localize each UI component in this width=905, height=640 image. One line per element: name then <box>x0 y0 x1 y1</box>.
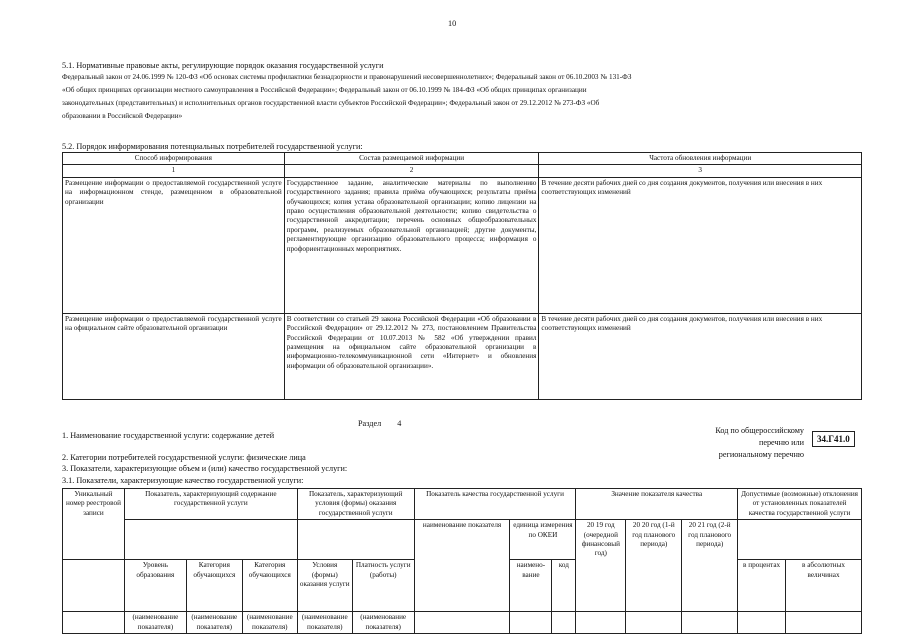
section-number: 4 <box>397 419 402 428</box>
th-unit: единица измерения по ОКЕИ <box>510 520 576 560</box>
indicator-caption: (наименование показателя) <box>352 612 414 634</box>
th-service-conditions: Условия (формы) оказания услуги <box>297 560 352 612</box>
code-label-line: региональному перечню <box>718 450 804 459</box>
code-label-line: Код по общероссийскому <box>715 426 804 435</box>
registry-code: 34.Г41.0 <box>812 431 855 447</box>
indicator-caption: (наименование показателя) <box>186 612 242 634</box>
cell-content: Государственное задание, аналитические материалы по выполнению государственного задания; правила приёма обучающихся; результаты приёма обучающихся; копия устава образовательной организации; копию лицензии на право осуществления образовательной деятельности; копию свидетельства о государственной аккредитации; перечень основных общеобразовательных программ, реализуемых образовательной организацией; другие документы, регламентирующие организацию образовательного процесса; информация о профориентационных мероприятиях. <box>284 177 539 313</box>
th-values: Значение показателя качества <box>576 489 738 520</box>
th-allowed-deviation: Допустимые (возможные) отклонения от установленных показателей качества государственной услуги <box>738 489 862 520</box>
quality-table <box>62 488 862 634</box>
s51-line: образовании в Российской Федерации» <box>62 112 183 120</box>
th-percent: в процентах <box>738 560 786 612</box>
th-year-3: 20 21 год (2-й год планового периода) <box>682 520 738 612</box>
col-header-method: Способ информирования <box>63 153 285 165</box>
th-student-category: Категория обучающихся <box>186 560 242 612</box>
code-label <box>650 425 804 461</box>
th-conditions-indicator: Показатель, характеризующий условия (формы) оказания государственной услуги <box>297 489 414 520</box>
section-5-1-heading: 5.1. Нормативные правовые акты, регулирующие порядок оказания государственной услуги <box>62 61 384 70</box>
s51-line: законодательных (представительных) и исполнительных органов государственной власти субъектов Российской Федерации»; Федеральный закон от 29.12.2012 № 273-ФЗ «Об <box>62 99 600 107</box>
s51-line: Федеральный закон от 24.06.1999 № 120-ФЗ «Об основах системы профилактики безнадзорности и правонарушений несовершеннолетних»; Федеральный закон от 06.10.2003 № 131-ФЗ <box>62 73 632 81</box>
th-unit-code: код <box>552 560 576 612</box>
col-number: 3 <box>539 165 862 177</box>
col-header-content: Состав размещаемой информации <box>284 153 539 165</box>
section-5-2-heading: 5.2. Порядок информирования потенциальных потребителей государственной услуги: <box>62 142 363 151</box>
th-indicator-name: наименование показателя <box>414 520 510 612</box>
section-label-text: Раздел <box>358 419 382 428</box>
consumer-category: 2. Категории потребителей государственной услуги: физические лица <box>62 453 306 462</box>
section-5-1-text <box>62 72 862 121</box>
indicators-heading: 3. Показатели, характеризующие объем и (или) качество государственной услуги: <box>62 464 348 473</box>
cell-method: Размещение информации о предоставляемой государственной услуге на информационном стенде, размещенном в образовательной организации <box>63 177 285 313</box>
col-number: 1 <box>63 165 285 177</box>
service-name: 1. Наименование государственной услуги: содержание детей <box>62 431 275 440</box>
th-education-level: Уровень образования <box>124 560 186 612</box>
th-service-payment: Платность услуги (работы) <box>352 560 414 612</box>
table-row <box>63 177 862 313</box>
quality-heading: 3.1. Показатели, характеризующие качество государственной услуги: <box>62 476 304 485</box>
col-header-frequency: Частота обновления информации <box>539 153 862 165</box>
code-label-line: перечню или <box>758 438 804 447</box>
th-year-2: 20 20 год (1-й год планового периода) <box>626 520 682 612</box>
cell-content: В соответствии со статьей 29 закона Российской Федерации «Об образовании в Российской Федерации» от 29.12.2012 № 273, постановлением Правительства Российской Федерации от 10.07.2013 № 582 «Об утверждении правил размещения на официальном сайте образовательной организации в информационно-телекоммуникационной сети «Интернет» и обновления информации об образовательной организации». <box>284 313 539 399</box>
table-row <box>63 313 862 399</box>
th-unique-number: Уникальный номер реестровой записи <box>63 489 125 560</box>
col-number: 2 <box>284 165 539 177</box>
info-table <box>62 152 862 400</box>
th-quality-indicator: Показатель качества государственной услуги <box>414 489 576 520</box>
cell-method: Размещение информации о предоставляемой государственной услуге на официальном сайте образовательной организации <box>63 313 285 399</box>
indicator-caption: (наименование показателя) <box>242 612 297 634</box>
th-content-indicator: Показатель, характеризующий содержание государственной услуги <box>124 489 297 520</box>
cell-frequency: В течение десяти рабочих дней со дня создания документов, получения или внесения в них соответствующих изменений <box>539 177 862 313</box>
section-label <box>358 418 401 429</box>
cell-frequency: В течение десяти рабочих дней со дня создания документов, получения или внесения в них соответствующих изменений <box>539 313 862 399</box>
th-year-1: 20 19 год (очередной финансовый год) <box>576 520 626 612</box>
th-student-category: Категория обучающихся <box>242 560 297 612</box>
th-unit-name: наимено-вание <box>510 560 552 612</box>
indicator-caption: (наименование показателя) <box>297 612 352 634</box>
page-number: 10 <box>448 19 457 28</box>
th-absolute: в абсолютных величинах <box>786 560 862 612</box>
indicator-caption: (наименование показателя) <box>124 612 186 634</box>
s51-line: «Об общих принципах организации местного самоуправления в Российской Федерации»; Федеральный закон от 06.10.1999 № 184-ФЗ «Об общих принципах организации <box>62 86 587 94</box>
